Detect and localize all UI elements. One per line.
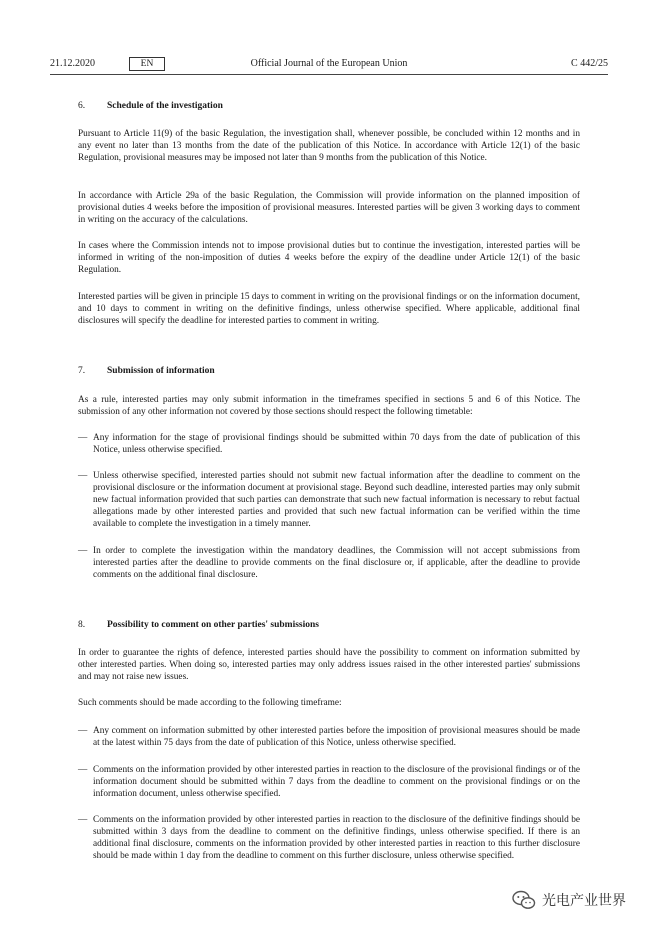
language-badge: EN [129, 57, 165, 71]
section-6-paragraph-1: Pursuant to Article 11(9) of the basic Regulation, the investigation shall, whenever possible, be concluded within 12 months and in any event no later than 13 months from the date of the publication of this Notice. In accordance with Article 12(1) of the basic Regulation, provisional measures may be imposed not later than 9 months from the publication of this Notice. [78, 129, 580, 163]
header-date: 21.12.2020 [50, 58, 95, 69]
dash-marker: — [78, 815, 88, 825]
section-8-item-3 [78, 814, 580, 862]
header-rule [50, 74, 608, 75]
section-8-item-3-text: Comments on the information provided by other interested parties in reaction to the disclosure of the definitive findings should be submitted within 3 days from the deadline to comment on the definitive findings, unless otherwise specified. If there is an additional final disclosure, comments on the information provided by other interested parties in reaction to this further disclosure should be made within 1 day from the deadline to comment on this further disclosure, unless otherwise specified. [93, 815, 580, 861]
wechat-icon [512, 890, 536, 910]
section-8-item-1-text: Any comment on information submitted by other interested parties before the imposition of provisional measures should be made at the latest within 75 days from the date of publication of this Notice, unless otherwise specified. [93, 726, 580, 748]
dash-marker: — [78, 546, 88, 556]
section-8-item-1 [78, 725, 580, 749]
dash-marker: — [78, 471, 88, 481]
section-7-item-2 [78, 470, 580, 530]
journal-title: Official Journal of the European Union [250, 58, 408, 69]
section-8-heading [78, 620, 319, 630]
section-8-number: 8. [78, 620, 86, 630]
section-7-item-2-text: Unless otherwise specified, interested parties should not submit new factual information after the deadline to comment on the provisional disclosure or the information document at provisional stage. Beyond such deadline, interested parties may only submit new factual information provided that such parties can demonstrate that such new factual information is necessary to rebut factual allegations made by other interested parties and provided that such new factual information can be verified within the time available to complete the investigation in a timely manner. [93, 471, 580, 529]
section-6-number: 6. [78, 101, 86, 111]
dash-marker: — [78, 726, 88, 736]
section-6-paragraph-2: In accordance with Article 29a of the basic Regulation, the Commission will provide information on the planned imposition of provisional duties 4 weeks before the imposition of provisional measures. Interested parties will be given 3 working days to comment in writing on the accuracy of the calculations. [78, 191, 580, 225]
section-8-item-2-text: Comments on the information provided by other interested parties in reaction to the disclosure of the provisional findings or of the information document should be submitted within 7 days from the deadline to comment on the provisional findings or on the information document, unless otherwise specified. [93, 765, 580, 799]
section-7-item-1-text: Any information for the stage of provisional findings should be submitted within 70 days from the date of publication of this Notice, unless otherwise specified. [93, 433, 580, 455]
section-8-intro-2: Such comments should be made according to the following timeframe: [78, 698, 342, 708]
section-6-title: Schedule of the investigation [107, 101, 223, 111]
section-8-item-2 [78, 764, 580, 800]
dash-marker: — [78, 433, 88, 443]
section-7-heading [78, 366, 215, 376]
section-7-item-3 [78, 545, 580, 581]
section-8-intro: In order to guarantee the rights of defence, interested parties should have the possibility to comment on information submitted by other interested parties. When doing so, interested parties may only address issues raised in the other interested parties' submissions and may not raise new issues. [78, 648, 580, 682]
watermark-text: 光电产业世界 [542, 893, 626, 909]
section-6-paragraph-4: Interested parties will be given in principle 15 days to comment in writing on the provisional findings or on the information document, and 10 days to comment in writing on the definitive findings, unless otherwise specified. Where applicable, additional final disclosures will specify the deadline for interested parties to comment in writing. [78, 292, 580, 326]
section-6-paragraph-3: In cases where the Commission intends not to impose provisional duties but to continue the investigation, interested parties will be informed in writing of the non-imposition of duties 4 weeks before the expiry of the deadline under Article 12(1) of the basic Regulation. [78, 241, 580, 275]
section-6-heading [78, 101, 223, 111]
section-7-intro: As a rule, interested parties may only submit information in the timeframes specified in sections 5 and 6 of this Notice. The submission of any other information not covered by those sections should respect the following timetable: [78, 395, 580, 417]
dash-marker: — [78, 765, 88, 775]
section-7-title: Submission of information [107, 366, 215, 376]
journal-header [50, 57, 608, 73]
section-8-title: Possibility to comment on other parties' submissions [107, 620, 320, 630]
section-7-item-1 [78, 432, 580, 456]
section-7-number: 7. [78, 366, 86, 376]
watermark [512, 889, 626, 911]
section-7-item-3-text: In order to complete the investigation within the mandatory deadlines, the Commission will not accept submissions from interested parties after the deadline to provide comments on the final disclosure or, if applicable, after the deadline to provide comments on the additional final disclosure. [93, 546, 580, 580]
page-number: C 442/25 [571, 58, 608, 69]
